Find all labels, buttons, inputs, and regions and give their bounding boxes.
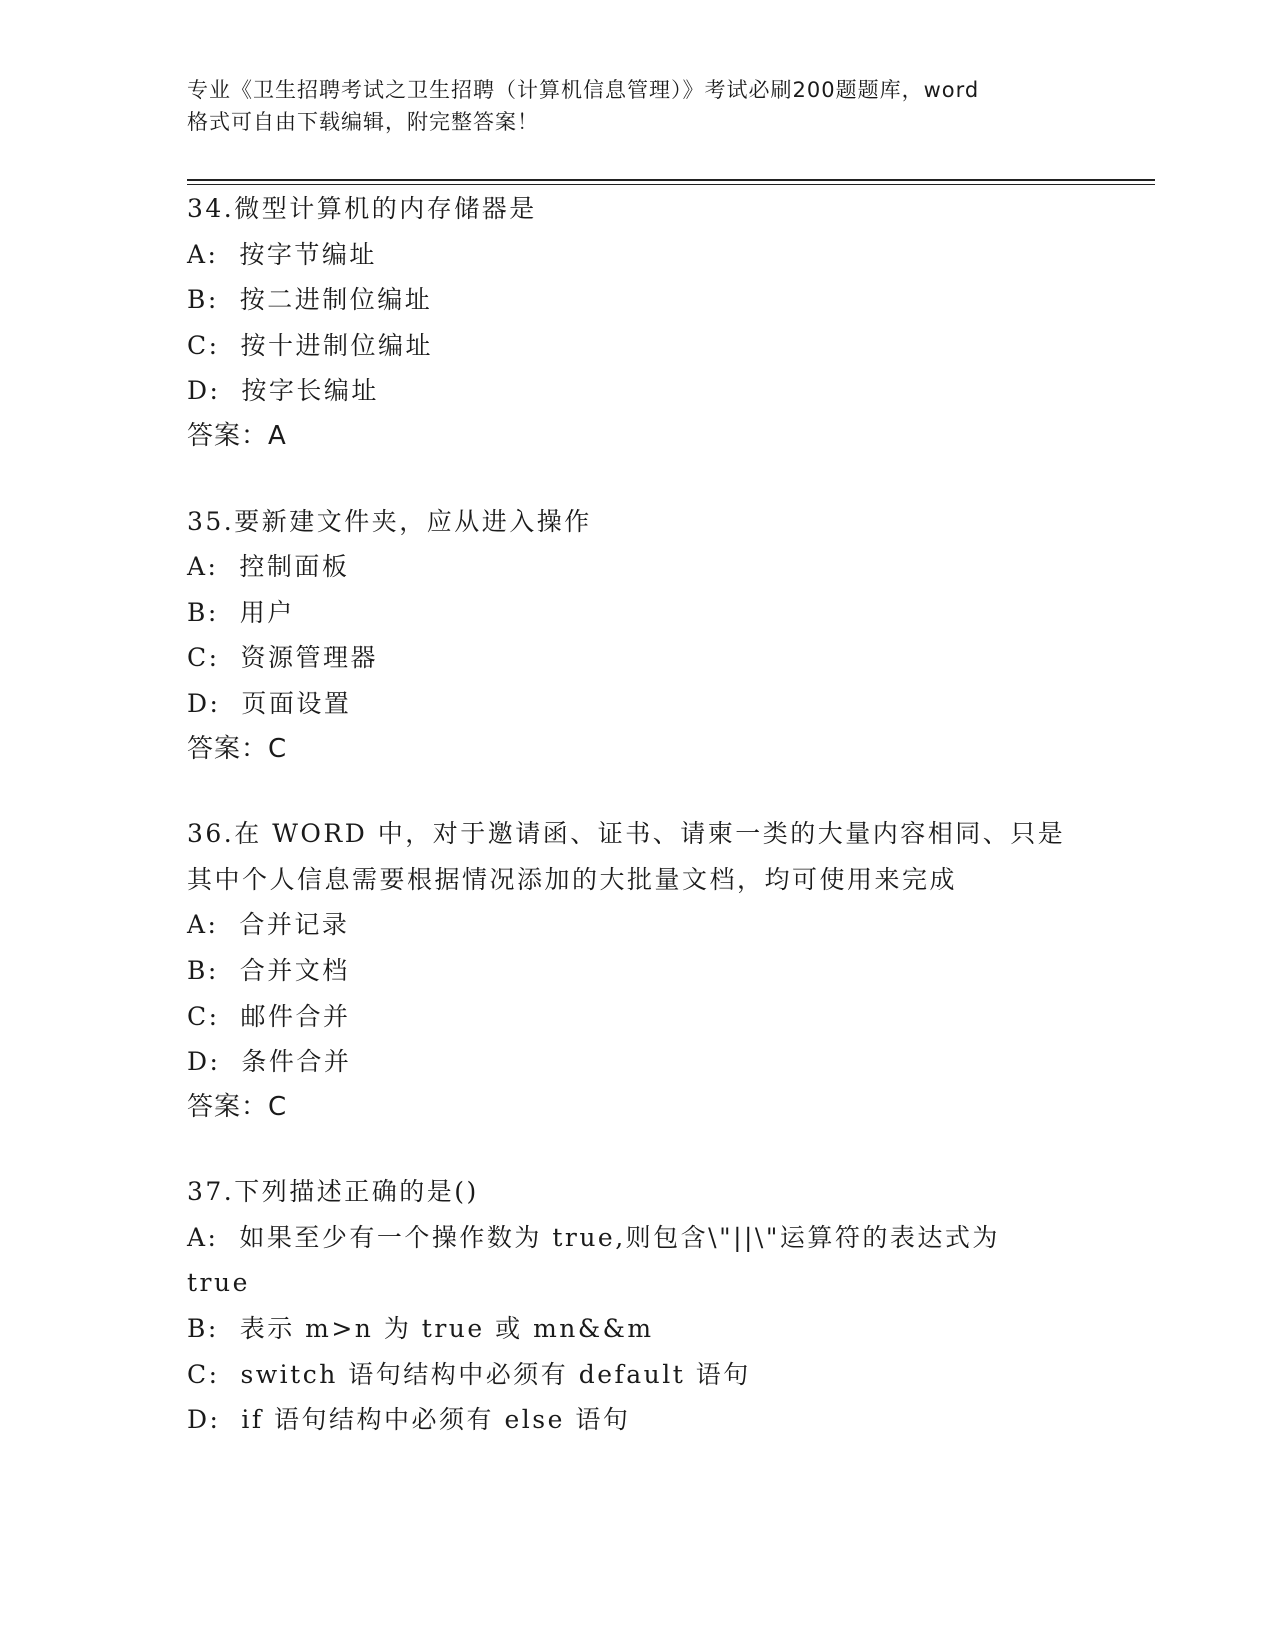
question-stem: 37.下列描述正确的是() <box>187 1177 479 1207</box>
option-b: B: 表示 m>n 为 true 或 mn&&m <box>187 1314 654 1344</box>
question-stem-line-2: 其中个人信息需要根据情况添加的大批量文档，均可使用来完成 <box>187 864 958 894</box>
answer-line: 答案：C <box>187 733 288 764</box>
option-b: B: 合并文档 <box>187 955 350 985</box>
option-c: C: 邮件合并 <box>187 1001 351 1031</box>
option-d: D: if 语句结构中必须有 else 语句 <box>187 1405 631 1435</box>
option-a: A: 合并记录 <box>187 910 350 940</box>
option-b: B: 用户 <box>187 597 295 627</box>
question-list <box>187 186 1087 1482</box>
option-b: B: 按二进制位编址 <box>187 285 433 315</box>
option-c: C: 按十进制位编址 <box>187 330 433 360</box>
question-35 <box>187 499 1087 773</box>
answer-line: 答案：C <box>187 1091 288 1122</box>
header-divider-thin <box>187 184 1155 185</box>
option-d: D: 条件合并 <box>187 1047 352 1077</box>
option-c: C: switch 语句结构中必须有 default 语句 <box>187 1359 751 1389</box>
document-header <box>187 74 1087 138</box>
question-stem: 34.微型计算机的内存储器是 <box>187 194 537 223</box>
question-stem: 35.要新建文件夹，应从进入操作 <box>187 506 592 536</box>
header-intro-line-2: 格式可自由下载编辑，附完整答案！ <box>187 110 539 134</box>
option-c: C: 资源管理器 <box>187 643 378 673</box>
header-intro-line-1: 专业《卫生招聘考试之卫生招聘（计算机信息管理）》考试必刷200题题库，word <box>187 78 980 102</box>
answer-line: 答案：A <box>187 420 287 451</box>
question-36 <box>187 811 1087 1130</box>
question-37 <box>187 1169 1087 1443</box>
option-d: D: 页面设置 <box>187 688 352 718</box>
option-d: D: 按字长编址 <box>187 376 379 406</box>
header-divider-thick <box>187 179 1155 181</box>
question-stem-line-1: 36.在 WORD 中，对于邀请函、证书、请柬一类的大量内容相同、只是 <box>187 819 1066 849</box>
option-a: A: 如果至少有一个操作数为 true,则包含\"||\"运算符的表达式为 <box>187 1222 1000 1252</box>
option-a-continuation: true <box>187 1268 250 1298</box>
option-a: A: 控制面板 <box>187 552 350 582</box>
option-a: A: 按字节编址 <box>187 239 377 269</box>
question-34 <box>187 186 1087 460</box>
